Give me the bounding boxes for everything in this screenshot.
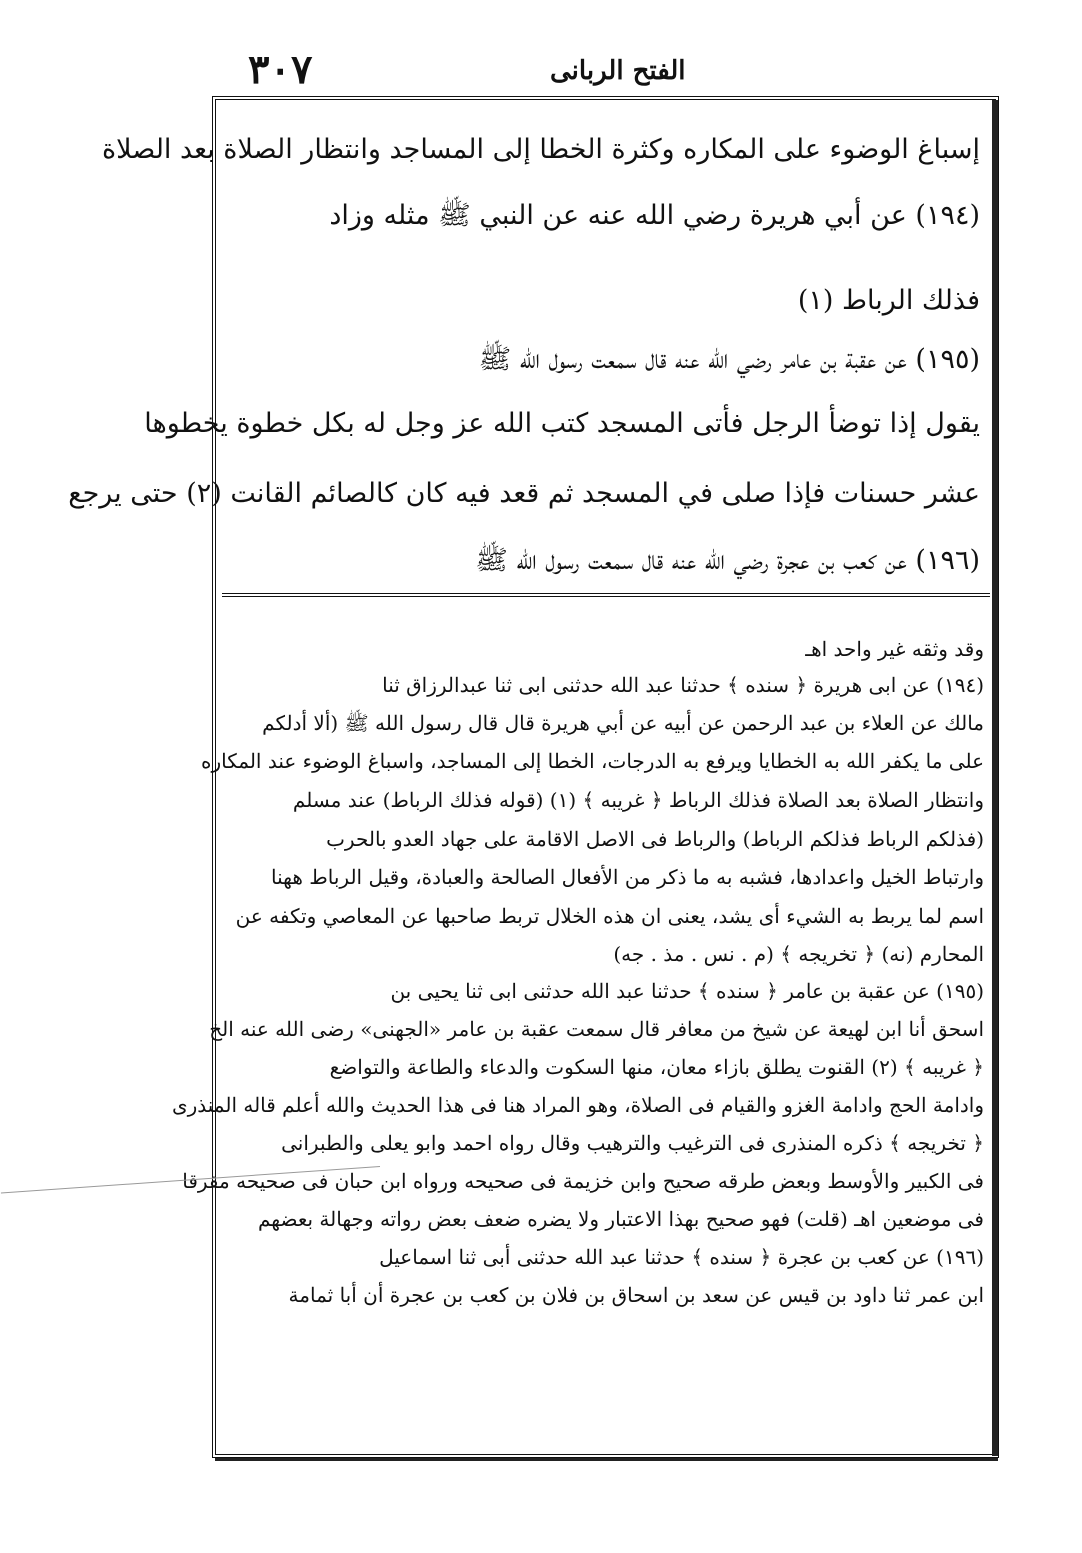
hadith-line: إسباغ الوضوء على المكاره وكثرة الخطا إلى المساجد وانتظار الصلاة بعد الصلاة	[102, 134, 980, 165]
commentary-line: المحارم (نه) ﴿ تخريجه ﴾ (م . نس . مذ . جه)	[613, 942, 984, 966]
frame-bottom-rule	[215, 1448, 998, 1461]
commentary-line: اسم لما يربط به الشيء أى يشد، يعنى ان هذه الخلال تربط صاحبها عن المعاصي وتكفه عن	[235, 904, 984, 928]
commentary-line: وانتظار الصلاة بعد الصلاة فذلك الرباط ﴿ غريبه ﴾ (١) (قوله فذلك الرباط) عند مسلم	[292, 788, 984, 812]
commentary-line: (فذلكم الرباط فذلكم الرباط) والرباط فى الاصل الاقامة على جهاد العدو بالحرب	[326, 827, 984, 851]
commentary-line: وادامة الحج وادامة الغزو والقيام فى الصلاة، وهو المراد هنا فى هذا الحديث والله أعلم قاله المنذرى	[171, 1093, 984, 1117]
hadith-line: (١٩٤) عن أبي هريرة رضي الله عنه عن النبي ﷺ مثله وزاد	[329, 200, 980, 231]
commentary-line: مالك عن العلاء بن عبد الرحمن عن أبيه عن أبي هريرة قال قال رسول الله ﷺ (ألا أدلكم	[262, 711, 984, 735]
hadith-line: (١٩٥) عن عقبة بن عامر رضي الله عنه قال سمعت رسول الله ﷺ	[478, 344, 980, 375]
frame-shadow	[992, 100, 998, 1456]
commentary-line: (١٩٦) عن كعب بن عجرة ﴿ سنده ﴾ حدثنا عبد الله حدثنى أبى ثنا اسماعيل	[379, 1245, 984, 1269]
commentary-line: وارتباط الخيل واعدادها، فشبه به ما ذكر من الأفعال الصالحة والعبادة، وقيل الرباط ههنا	[271, 865, 984, 889]
commentary-line: ﴿ غريبه ﴾ (٢) القنوت يطلق بازاء معان، منها السكوت والدعاء والطاعة والتواضع	[329, 1055, 984, 1079]
page-number: ٣٠٧	[248, 46, 313, 93]
section-divider	[222, 593, 990, 597]
commentary-line: اسحق أنا ابن لهيعة عن شيخ من معافر قال سمعت عقبة بن عامر «الجهنى» رضى الله عنه الخ	[209, 1017, 984, 1041]
commentary-line: وقد وثقه غير واحد اهـ	[805, 637, 984, 661]
page-header	[210, 40, 1010, 100]
commentary-line: ﴿ تخريجه ﴾ ذكره المنذرى فى الترغيب والترهيب وقال رواه احمد وابو يعلى والطبرانى	[281, 1131, 984, 1155]
hadith-line: عشر حسنات فإذا صلى في المسجد ثم قعد فيه كان كالصائم القانت (٢) حتى يرجع	[68, 478, 980, 509]
hadith-line: فذلك الرباط (١)	[797, 285, 980, 316]
commentary-line: (١٩٤) عن ابى هريرة ﴿ سنده ﴾ حدثنا عبد الله حدثنى ابى ثنا عبدالرزاق ثنا	[382, 673, 984, 697]
commentary-line: على ما يكفر الله به الخطايا ويرفع به الدرجات، الخطا إلى المساجد، واسباغ الوضوء عند المكاره	[201, 749, 984, 773]
hadith-line: يقول إذا توضأ الرجل فأتى المسجد كتب الله عز وجل له بكل خطوة يخطوها	[144, 408, 980, 439]
running-title: الفتح الربانى	[550, 56, 686, 86]
commentary-line: ابن عمر ثنا داود بن قيس عن سعد بن اسحاق بن فلان بن كعب بن عجرة أن أبا ثمامة	[288, 1283, 984, 1307]
commentary-line: (١٩٥) عن عقبة بن عامر ﴿ سنده ﴾ حدثنا عبد الله حدثنى ابى ثنا يحيى بن	[390, 979, 984, 1003]
commentary-line: فى موضعين اهـ (قلت) فهو صحيح بهذا الاعتبار ولا يضره ضعف بعض رواته وجهالة بعضهم	[257, 1207, 984, 1231]
commentary-line: فى الكبير والأوسط وبعض طرقه صحيح وابن خزيمة فى صحيحه ورواه ابن حبان فى صحيحه مفرقا	[182, 1169, 984, 1193]
hadith-line: (١٩٦) عن كعب بن عجرة رضي الله عنه قال سمعت رسول الله ﷺ	[475, 545, 980, 576]
